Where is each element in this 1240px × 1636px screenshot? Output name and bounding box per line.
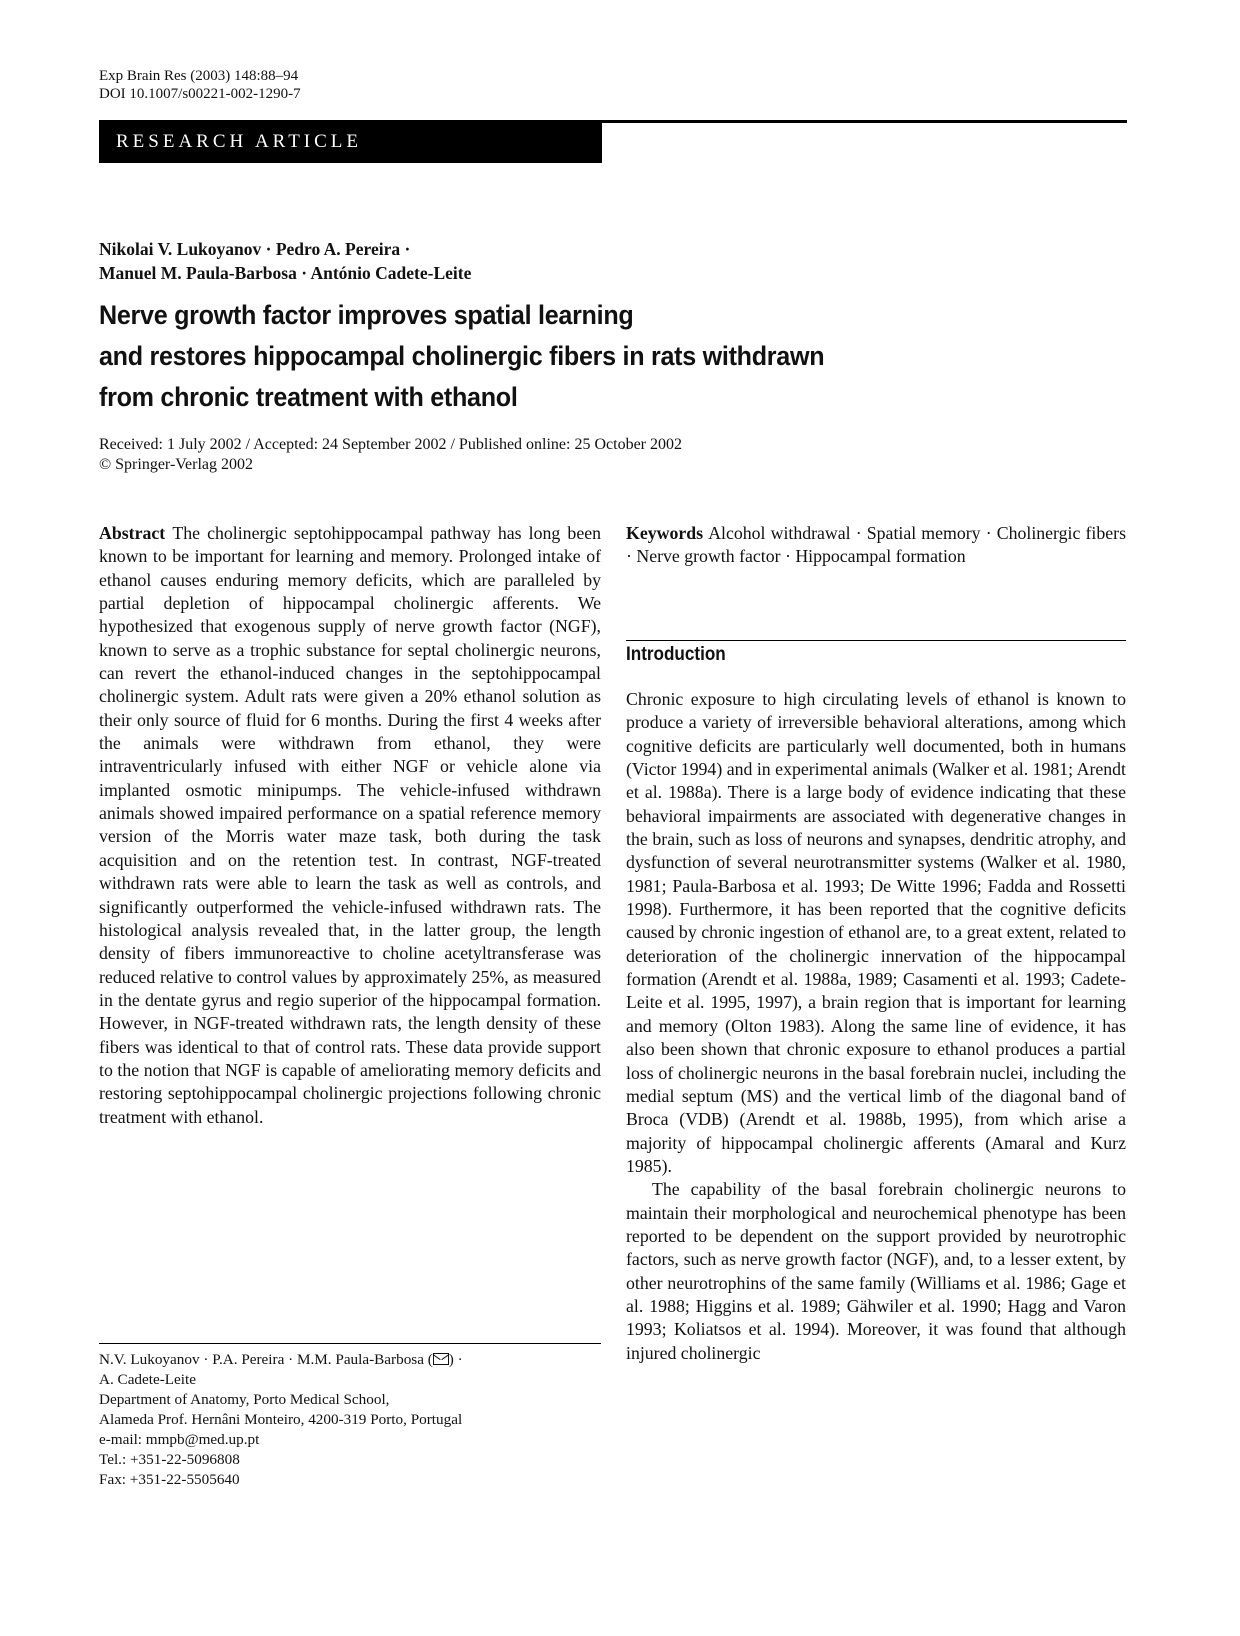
- introduction-rule: [626, 640, 1126, 641]
- title-line-3: from chronic treatment with ethanol: [99, 382, 518, 412]
- history-dates: Received: 1 July 2002 / Accepted: 24 September 2002 / Published online: 25 October 2002: [99, 436, 683, 453]
- introduction-paragraph-1: Chronic exposure to high circulating levels of ethanol is known to produce a variety of irreversible behavioral alterations, among which cognitive deficits are particularly well documented, both in humans (Victor 1994) and in experimental animals (Walker et al. 1981; Arendt et al. 1988a). There is a large body of evidence indicating that these behavioral impairments are associated with degenerative changes in the brain, such as loss of neurons and synapses, dendritic atrophy, and dysfunction of several neurotransmitter systems (Walker et al. 1980, 1981; Paula-Barbosa et al. 1993; De Witte 1996; Fadda and Rossetti 1998). Furthermore, it has been reported that the cognitive deficits caused by chronic ingestion of ethanol are, to a great extent, related to deterioration of the cholinergic innervation of the hippocampal formation (Arendt et al. 1988a, 1989; Casamenti et al. 1993; Cadete-Leite et al. 1995, 1997), a brain region that is important for learning and memory (Olton 1983). Along the same line of evidence, it has also been shown that chronic exposure to ethanol produces a partial loss of cholinergic neurons in the basal forebrain nuclei, including the medial septum (MS) and the vertical limb of the diagonal band of Broca (VDB) (Arendt et al. 1988b, 1995), from which arise a majority of hippocampal cholinergic afferents (Amaral and Kurz 1985).: [626, 689, 1126, 1176]
- affiliation-rule: [99, 1343, 601, 1344]
- envelope-icon: [433, 1353, 449, 1365]
- affiliation-fax: Fax: +351-22-5505640: [99, 1471, 240, 1488]
- introduction-body: [626, 688, 1126, 1365]
- citation-doi: DOI 10.1007/s00221-002-1290-7: [99, 86, 301, 102]
- abstract: [99, 522, 601, 1129]
- affiliation-block: [99, 1350, 601, 1490]
- affiliation-tel: Tel.: +351-22-5096808: [99, 1451, 240, 1468]
- abstract-text: The cholinergic septohippocampal pathway has long been known to be important for learning and memory. Prolonged intake of ethanol causes enduring memory deficits, which are paralleled by partial depletion of hippocampal cholinergic afferents. We hypothesized that exogenous supply of nerve growth factor (NGF), known to serve as a trophic substance for septal cholinergic neurons, can revert the ethanol-induced changes in the septohippocampal cholinergic system. Adult rats were given a 20% ethanol solution as their only source of fluid for 6 months. During the first 4 weeks after the animals were withdrawn from ethanol, they were intraventricularly infused with either NGF or vehicle alone via implanted osmotic minipumps. The vehicle-infused withdrawn animals showed impaired performance on a spatial reference memory version of the Morris water maze task, both during the task acquisition and on the retention test. In contrast, NGF-treated withdrawn rats were able to learn the task as well as controls, and significantly outperformed the vehicle-infused withdrawn rats. The histological analysis revealed that, in the latter group, the length density of fibers immunoreactive to choline acetyltransferase was reduced relative to control values by approximately 25%, as measured in the dentate gyrus and regio superior of the hippocampal formation. However, in NGF-treated withdrawn rats, the length density of these fibers was identical to that of control rats. These data provide support to the notion that NGF is capable of ameliorating memory deficits and restoring septohippocampal cholinergic projections following chronic treatment with ethanol.: [99, 523, 602, 1127]
- title-line-2: and restores hippocampal cholinergic fibers in rats withdrawn: [99, 341, 825, 371]
- affiliation-authors-end: ) ·: [448, 1351, 463, 1368]
- article-title: [99, 295, 1066, 418]
- affiliation-authors-line-1: [99, 1350, 601, 1370]
- affiliation-department: Department of Anatomy, Porto Medical School,: [99, 1391, 390, 1408]
- keywords-label: Keywords: [626, 523, 704, 543]
- affiliation-address: Alameda Prof. Hernâni Monteiro, 4200-319 Porto, Portugal: [99, 1411, 463, 1428]
- keywords-text: Alcohol withdrawal · Spatial memory · Cholinergic fibers · Nerve growth factor · Hippocampal formation: [626, 523, 1126, 567]
- introduction-paragraph-2: The capability of the basal forebrain cholinergic neurons to maintain their morphological and neurochemical phenotype has been reported to be dependent on the support provided by neurotrophic factors, such as nerve growth factor (NGF), and, to a lesser extent, by other neurotrophins of the same family (Williams et al. 1986; Gage et al. 1988; Higgins et al. 1989; Gähwiler et al. 1990; Hagg and Varon 1993; Koliatsos et al. 1994). Moreover, it was found that although injured cholinergic: [626, 1179, 1126, 1363]
- citation-volume-pages: Exp Brain Res (2003) 148:88–94: [99, 68, 299, 84]
- title-line-1: Nerve growth factor improves spatial learning: [99, 300, 634, 330]
- abstract-label: Abstract: [99, 523, 166, 543]
- section-label: RESEARCH ARTICLE: [99, 120, 602, 163]
- publication-history: [99, 435, 682, 475]
- affiliation-authors-line-2: A. Cadete-Leite: [99, 1371, 196, 1388]
- keywords: [626, 522, 1126, 569]
- journal-citation: [99, 67, 301, 103]
- affiliation-authors-text: N.V. Lukoyanov · P.A. Pereira · M.M. Paula-Barbosa (: [99, 1351, 433, 1368]
- introduction-heading: Introduction: [626, 644, 726, 665]
- copyright: © Springer-Verlag 2002: [99, 456, 254, 473]
- author-line-2: Manuel M. Paula-Barbosa · António Cadete-Leite: [99, 263, 472, 283]
- affiliation-email: e-mail: mmpb@med.up.pt: [99, 1431, 260, 1448]
- author-line-1: Nikolai V. Lukoyanov · Pedro A. Pereira ·: [99, 239, 411, 259]
- author-list: [99, 237, 471, 285]
